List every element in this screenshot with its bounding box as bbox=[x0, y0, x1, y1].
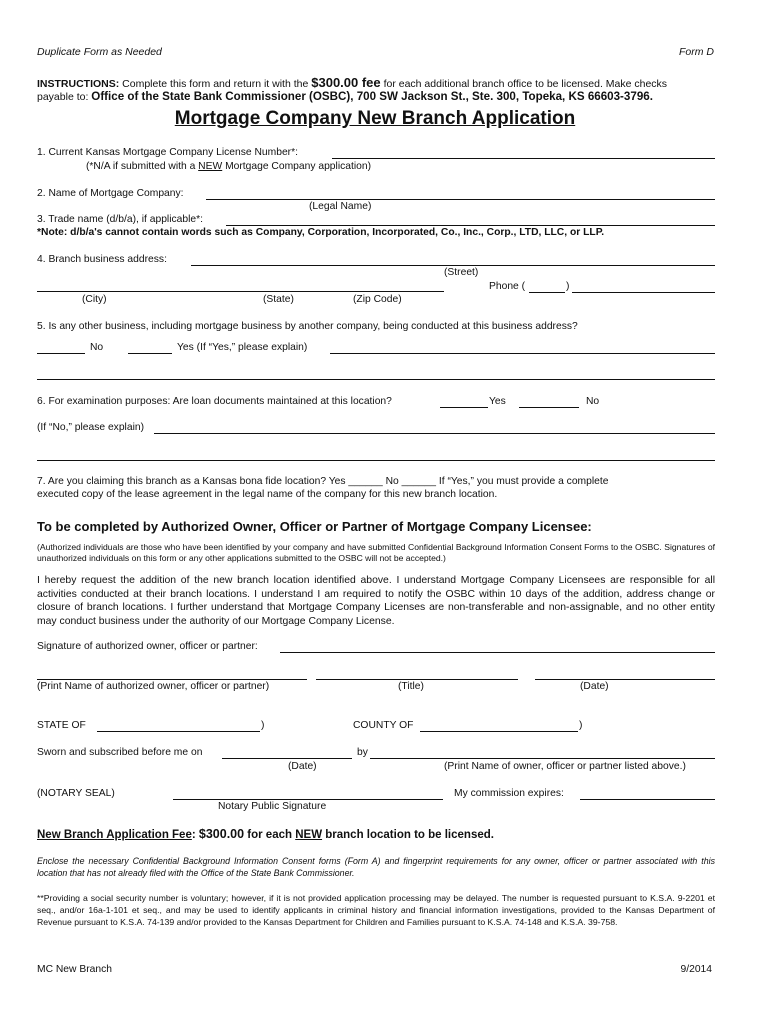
street-caption: (Street) bbox=[444, 267, 479, 278]
phone-number-field[interactable] bbox=[572, 292, 715, 293]
street-field[interactable] bbox=[191, 265, 715, 266]
by-label: by bbox=[357, 747, 368, 758]
instructions-fee: $300.00 fee bbox=[311, 75, 381, 90]
q6-no-label: No bbox=[586, 396, 600, 407]
q6-explain-field[interactable] bbox=[154, 433, 715, 434]
q4-label: 4. Branch business address: bbox=[37, 254, 167, 265]
q6-yes-blank[interactable] bbox=[440, 407, 488, 408]
q5-explain-field-2[interactable] bbox=[37, 379, 715, 380]
zip-caption: (Zip Code) bbox=[353, 294, 402, 305]
footer-date: 9/2014 bbox=[680, 964, 712, 975]
authorization-statement: I hereby request the addition of the new branch location identified above. I understand Mortgage Company Licensees are responsible for all activities conducted at their branch locations. I understand I am required to notify the OSBC within 10 days of the addition, address change or closure of branch locations. I further understand that Mortgage Company Licenses are non-transferable and non-assignable, and no other entity may conduct business under the authority of our Mortgage Company License. bbox=[37, 575, 715, 627]
q5-explain-field[interactable] bbox=[330, 353, 715, 354]
city-state-zip-field[interactable] bbox=[37, 291, 444, 292]
title-field[interactable] bbox=[316, 679, 518, 680]
sworn-date-caption: (Date) bbox=[288, 761, 317, 772]
company-name-field[interactable] bbox=[206, 199, 715, 200]
q1-note: (*N/A if submitted with a NEW Mortgage Company application) bbox=[86, 161, 372, 172]
sworn-date-field[interactable] bbox=[222, 758, 352, 759]
county-of-field[interactable] bbox=[420, 731, 578, 732]
authorization-heading: To be completed by Authorized Owner, Officer or Partner of Mortgage Company Licensee: bbox=[37, 519, 592, 534]
q6-no-blank[interactable] bbox=[519, 407, 579, 408]
page-title: Mortgage Company New Branch Application bbox=[174, 108, 576, 129]
dba-note: *Note: d/b/a's cannot contain words such as Company, Corporation, Incorporated, Co., Inc., Corp., LTD, LLC, or LLP. bbox=[37, 227, 605, 238]
fee-label: New Branch Application Fee bbox=[37, 829, 192, 841]
phone-area-code-field[interactable] bbox=[529, 292, 565, 293]
q1-label: 1. Current Kansas Mortgage Company License Number*: bbox=[37, 147, 298, 158]
sworn-label: Sworn and subscribed before me on bbox=[37, 747, 203, 758]
footer-left: MC New Branch bbox=[37, 964, 112, 975]
state-caption: (State) bbox=[263, 294, 294, 305]
trade-name-field[interactable] bbox=[226, 225, 715, 226]
title-caption: (Title) bbox=[398, 681, 424, 692]
q6-explain-field-2[interactable] bbox=[37, 460, 715, 461]
q6-explain-label: (If “No,” please explain) bbox=[37, 422, 145, 433]
q5-label: 5. Is any other business, including mortgage business by another company, being conducted at this business address? bbox=[37, 321, 578, 332]
instructions-line-1: INSTRUCTIONS: Complete this form and return it with the $300.00 fee for each additional branch office to be licensed. Make checks bbox=[37, 75, 668, 90]
sworn-by-caption: (Print Name of owner, officer or partner listed above.) bbox=[444, 761, 686, 772]
fee-line: New Branch Application Fee: $300.00 for each NEW branch location to be licensed. bbox=[37, 827, 494, 841]
city-caption: (City) bbox=[82, 294, 107, 305]
authorization-note: (Authorized individuals are those who have been identified by your company and have submitted Confidential Background Information Consent Forms to the OSBC. Signatures of unauthorized individuals on this form or any other applications submitted to the OSBC will not be accepted.) bbox=[37, 542, 715, 563]
q3-label: 3. Trade name (d/b/a), if applicable*: bbox=[37, 214, 203, 225]
notary-signature-field[interactable] bbox=[173, 799, 443, 800]
license-number-field[interactable] bbox=[332, 158, 715, 159]
state-of-label: STATE OF bbox=[37, 720, 86, 731]
q5-yes-blank[interactable] bbox=[128, 353, 172, 354]
q6-yes-label: Yes bbox=[489, 396, 506, 407]
q7-line-1: 7. Are you claiming this branch as a Kansas bona fide location? Yes ______ No ______ If “Yes,” you must provide a complete bbox=[37, 476, 609, 487]
instructions-label: INSTRUCTIONS: bbox=[37, 78, 120, 90]
notary-seal: (NOTARY SEAL) bbox=[37, 788, 115, 799]
date-caption: (Date) bbox=[580, 681, 609, 692]
payee: Office of the State Bank Commissioner (OSBC), 700 SW Jackson St., Ste. 300, Topeka, KS 66603-3796. bbox=[91, 90, 653, 103]
commission-field[interactable] bbox=[580, 799, 715, 800]
fee-amount: $300.00 bbox=[198, 827, 245, 841]
notary-signature-caption: Notary Public Signature bbox=[218, 801, 327, 812]
enclose-note: Enclose the necessary Confidential Background Information Consent forms (Form A) and fingerprint requirements for any owner, officer or partner associated with this location that has not already filed with the Office of the State Bank Commissioner. bbox=[37, 856, 715, 878]
print-name-field[interactable] bbox=[37, 679, 307, 680]
q2-label: 2. Name of Mortgage Company: bbox=[37, 188, 184, 199]
print-name-caption: (Print Name of authorized owner, officer or partner) bbox=[37, 681, 270, 692]
ssn-note: **Providing a social security number is voluntary; however, if it is not provided application processing may be delayed. The number is requested pursuant to K.S.A. 9-2201 et seq., and/or 16a-1-101 et seq., and may be used to identify applicants in criminal history and financial information investigations, provided to the Kansas Department of Revenue pursuant to K.S.A. 74-139 and/or provided to the Kansas Department for Children and Families pursuant to K.S.A. 74-148 and K.S.A. 39-758. bbox=[37, 893, 715, 927]
q6-label: 6. For examination purposes: Are loan documents maintained at this location? bbox=[37, 396, 392, 407]
state-of-field[interactable] bbox=[97, 731, 260, 732]
q5-yes-label: Yes (If “Yes,” please explain) bbox=[177, 342, 308, 353]
q7-line-2: executed copy of the lease agreement in the legal name of the company for this new branch location. bbox=[37, 489, 498, 500]
county-of-label: COUNTY OF bbox=[353, 720, 414, 731]
q5-no-blank[interactable] bbox=[37, 353, 85, 354]
legal-name-caption: (Legal Name) bbox=[309, 201, 372, 212]
q5-no-label: No bbox=[90, 342, 104, 353]
form-id: Form D bbox=[679, 46, 714, 58]
commission-label: My commission expires: bbox=[454, 788, 564, 799]
state-of-paren: ) bbox=[261, 720, 265, 731]
header-left: Duplicate Form as Needed bbox=[37, 46, 162, 58]
county-of-paren: ) bbox=[579, 720, 583, 731]
sworn-by-field[interactable] bbox=[370, 758, 715, 759]
instructions-line-2: payable to: Office of the State Bank Commissioner (OSBC), 700 SW Jackson St., Ste. 300, Topeka, KS 66603-3796. bbox=[37, 90, 653, 103]
phone-label: Phone ( bbox=[489, 281, 526, 292]
signature-label: Signature of authorized owner, officer or partner: bbox=[37, 641, 258, 652]
date-field[interactable] bbox=[535, 679, 715, 680]
signature-field[interactable] bbox=[280, 652, 715, 653]
phone-paren-close: ) bbox=[566, 281, 570, 292]
